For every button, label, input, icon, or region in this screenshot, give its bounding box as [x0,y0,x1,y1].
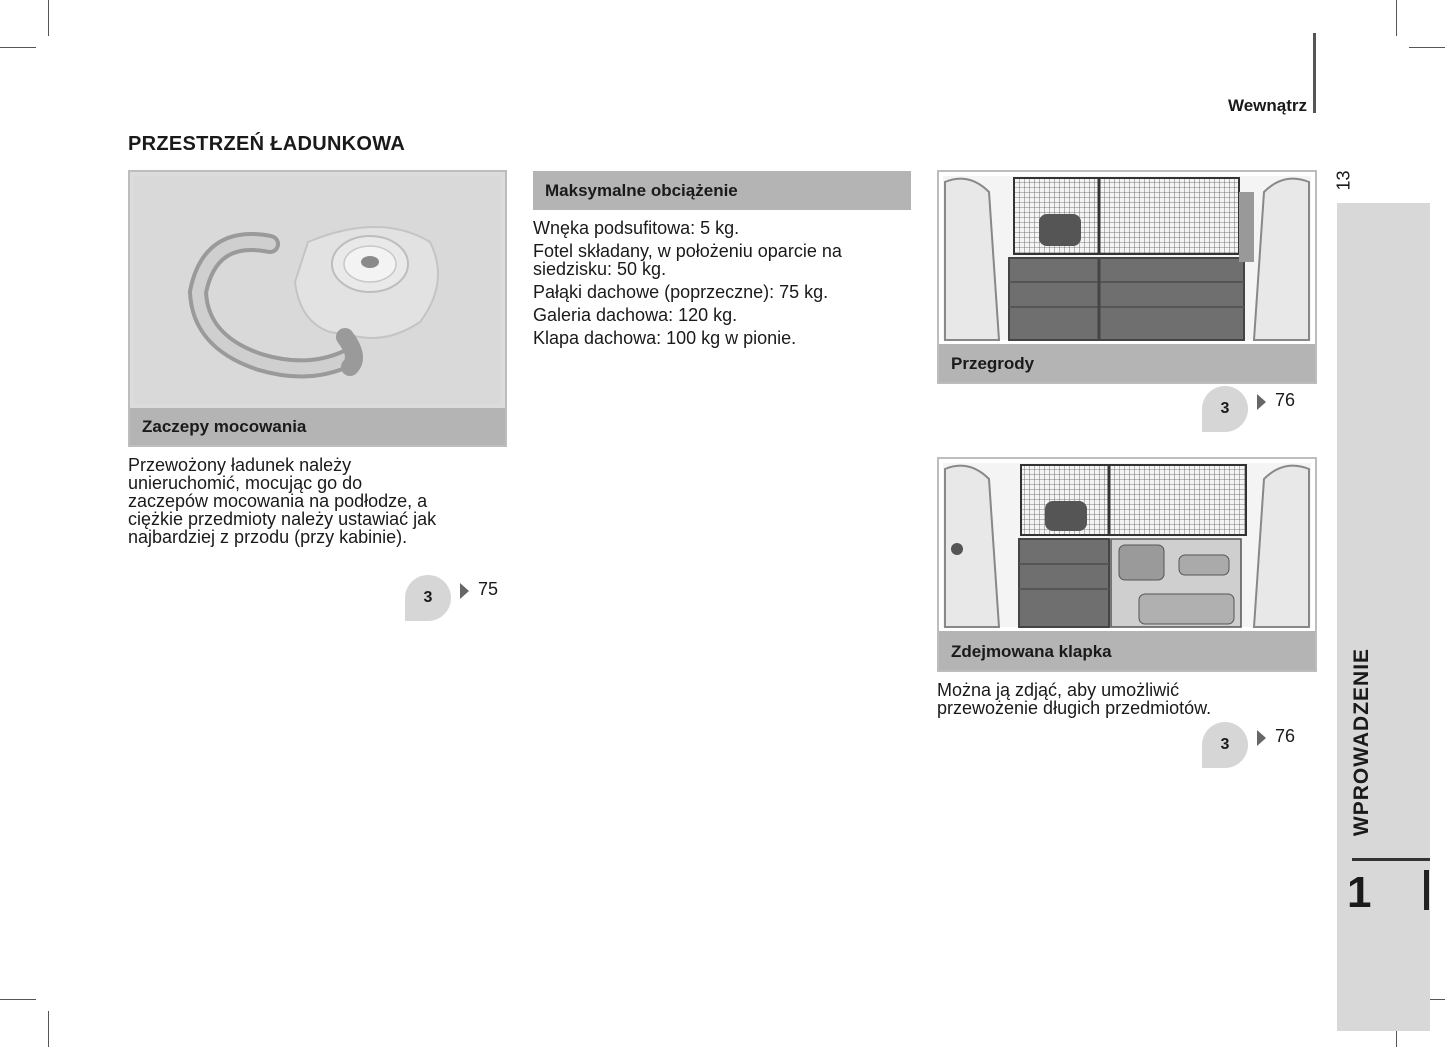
chapter-divider [1352,858,1430,861]
list-item: Fotel składany, w położeniu oparcie na [533,241,842,261]
list-item: Klapa dachowa: 100 kg w pionie. [533,328,797,348]
list-item: Wnęka podsufitowa: 5 kg. [533,218,740,238]
flap-description [937,681,1317,717]
figure-caption: Zaczepy mocowania [130,408,505,445]
max-load-list [533,219,918,352]
tie-down-hook-illustration [130,172,505,408]
chapter-title: WPROWADZENIE [1350,647,1373,837]
figure-caption: Przegrody [939,346,1315,382]
crop-mark [1396,0,1397,36]
list-item: Galeria dachowa: 120 kg. [533,305,738,325]
header-divider [1313,33,1316,113]
text-line: Przewożony ładunek należy [128,455,352,475]
text-line: unieruchomić, mocując go do [128,473,363,493]
page-title: PRZESTRZEŃ ŁADUNKOWA [128,133,406,155]
text-line: zaczepów mocowania na podłodze, a [128,491,428,511]
reference-page: 75 [478,579,499,599]
reference-page: 76 [1275,726,1296,746]
list-item: siedzisku: 50 kg. [533,259,667,279]
chapter-badge: 3 [1202,386,1248,432]
crop-mark [48,0,49,36]
crop-mark [1409,47,1445,48]
figure-partitions [937,170,1317,384]
figure-tie-down-hook [128,170,507,447]
chapter-number: 1 [1347,868,1372,917]
max-load-heading: Maksymalne obciążenie [533,171,911,210]
cargo-instructions [128,456,508,546]
reference-page: 76 [1275,390,1296,410]
removable-flap-illustration [939,459,1315,631]
page-number: 13 [1333,170,1354,191]
partition-illustration [939,172,1315,344]
crop-mark [0,47,36,48]
crop-mark [0,999,36,1000]
arrow-right-icon [1257,730,1266,746]
list-item: Pałąki dachowe (poprzeczne): 75 kg. [533,282,829,302]
chapter-badge: 3 [1202,722,1248,768]
arrow-right-icon [460,583,469,599]
chapter-marker [1424,870,1429,910]
crop-mark [48,1011,49,1047]
text-line: najbardziej z przodu (przy kabinie). [128,527,408,547]
text-line: przewożenie długich przedmiotów. [937,698,1212,718]
text-line: ciężkie przedmioty należy ustawiać jak [128,509,437,529]
section-header: Wewnątrz [1227,96,1307,115]
chapter-badge: 3 [405,575,451,621]
arrow-right-icon [1257,394,1266,410]
figure-removable-flap [937,457,1317,672]
figure-caption: Zdejmowana klapka [939,633,1315,670]
text-line: Można ją zdjąć, aby umożliwić [937,680,1180,700]
